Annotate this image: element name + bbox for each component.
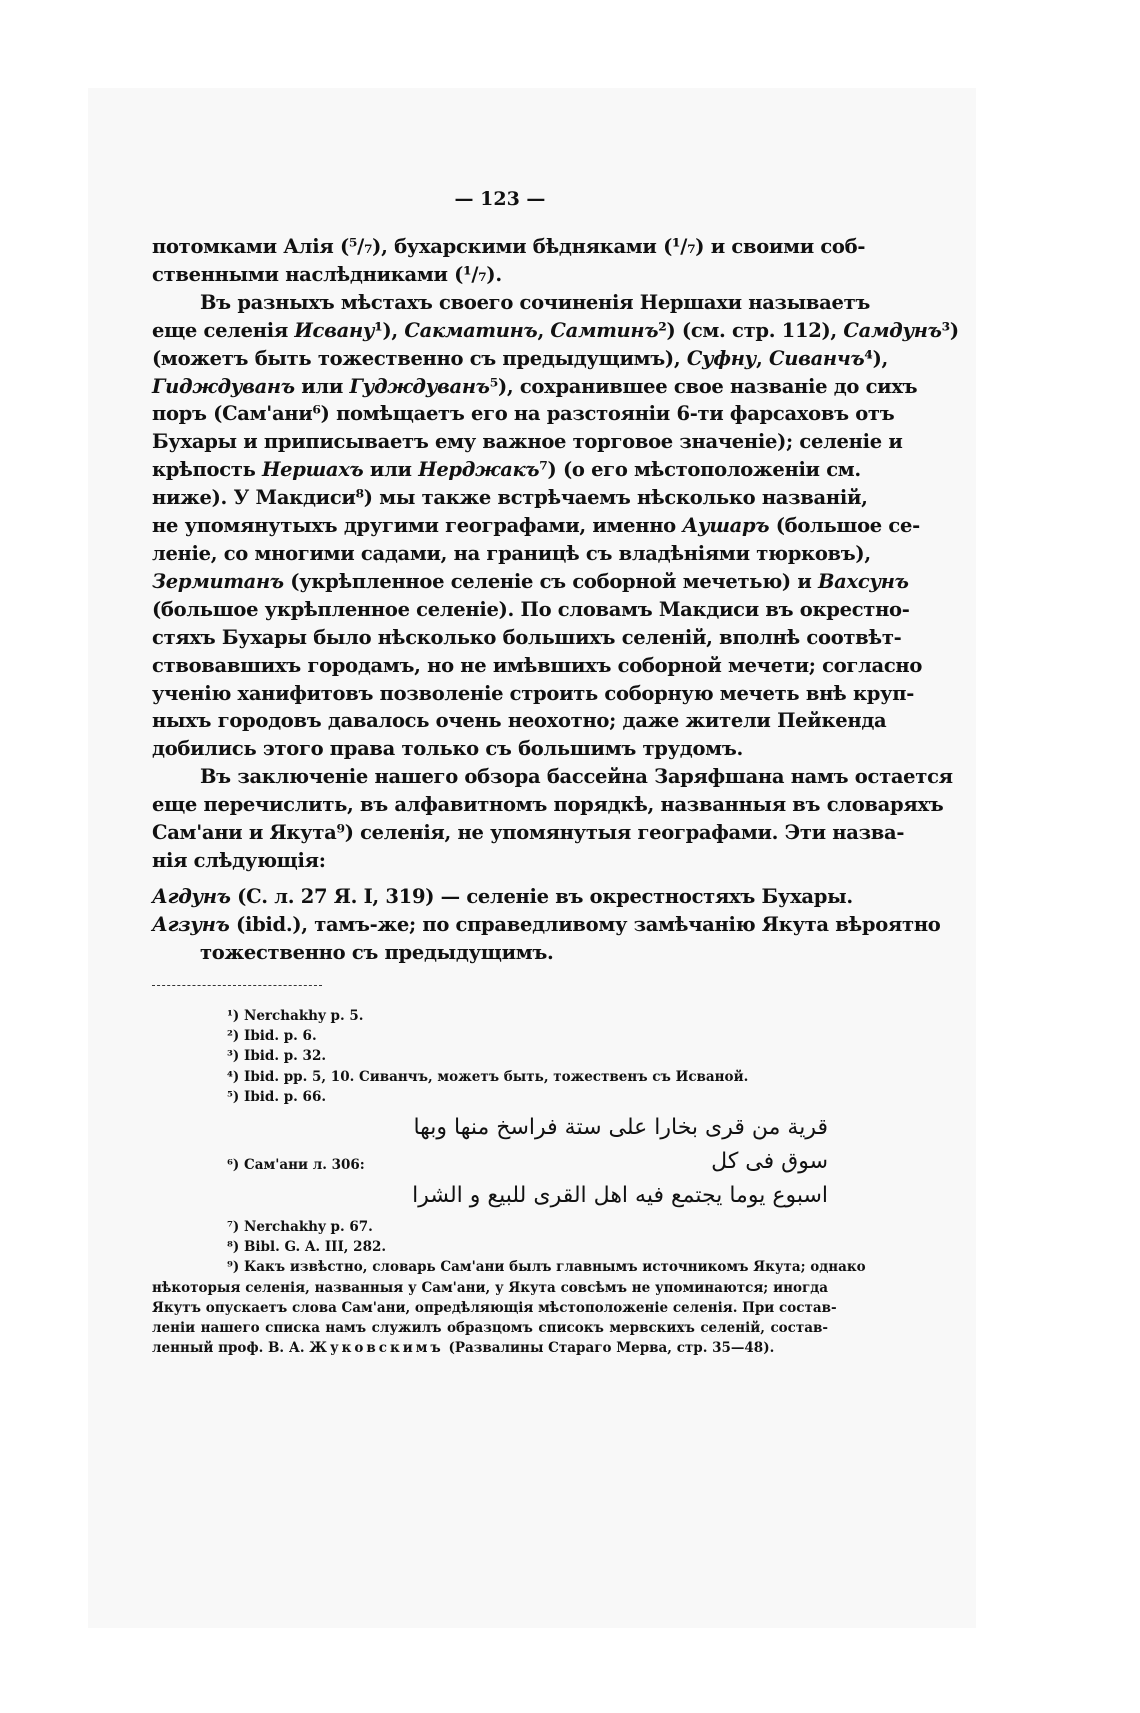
place-name: Самдунъ [843, 318, 942, 342]
footnote-6-arabic-line-1: قرية من قرى بخارا على ستة فراسخ منها وبها سوق فى كل [413, 1115, 828, 1175]
text-line [152, 233, 866, 261]
text-segment: еще селенія [152, 318, 295, 342]
footnote-9-author: Жуковскимъ [309, 1340, 444, 1357]
text-line [152, 819, 905, 847]
text-line [152, 512, 920, 540]
text-line [152, 791, 944, 819]
text-line [152, 373, 918, 401]
text-segment: крѣпость [152, 458, 262, 482]
text-segment: ⁵), сохранившее свое названіе до сихъ [489, 374, 918, 398]
footnote-3: ³) Ibid. p. 32. [227, 1048, 327, 1065]
text-segment: тожественно съ предыдущимъ. [200, 940, 554, 964]
text-segment: ныхъ городовъ давалось очень неохотно; даже жители Пейкенда [152, 709, 887, 733]
text-segment: ⁴), [864, 346, 888, 370]
text-line [152, 652, 923, 680]
text-segment: или [363, 458, 419, 482]
place-name: Исвану [294, 318, 375, 342]
text-segment: ниже). У Макдиси⁸) мы также встрѣчаемъ нѣсколько названій, [152, 486, 868, 510]
text-segment: Бухары и приписываетъ ему важное торговое значеніе); селеніе и [152, 430, 903, 454]
text-line [152, 911, 941, 939]
text-line [152, 400, 895, 428]
place-name: Агзунъ [152, 912, 230, 936]
text-segment: ученію ханифитовъ позволеніе строить соборную мечеть внѣ круп- [152, 681, 915, 705]
footnotes [152, 1006, 866, 1358]
text-line [152, 345, 888, 373]
text-segment: ствовавшихъ городамъ, но не имѣвшихъ соборной мечети; согласно [152, 653, 923, 677]
footnote-9-line-4: леніи нашего списка намъ служилъ образцомъ списокъ мервскихъ селеній, состав- [152, 1320, 828, 1337]
footnote-2: ²) Ibid. p. 6. [227, 1028, 317, 1045]
footnote-5: ⁵) Ibid. p. 66. [227, 1088, 327, 1105]
text-segment: (укрѣпленное селеніе съ соборной мечетью) и [283, 569, 818, 593]
text-line [152, 484, 868, 512]
footnote-9-text-end: (Развалины Стараго Мерва, стр. 35—48). [443, 1340, 775, 1357]
text-line [152, 596, 910, 624]
text-segment: поръ (Сам'ани⁶) помѣщаетъ его на разстояніи 6-ти фарсаховъ отъ [152, 402, 895, 426]
place-name: Нерджакъ [418, 458, 540, 482]
footnote-9-line-2: нѣкоторыя селенія, названныя у Сам'ани, у Якута совсѣмъ не упоминаются; иногда [152, 1279, 828, 1296]
text-segment: Въ заключеніе нашего обзора бассейна Заряфшана намъ остается [200, 765, 953, 789]
footnote-1: ¹) Nerchakhy p. 5. [227, 1008, 364, 1024]
text-line [152, 707, 887, 735]
footnote-8: ⁸) Bibl. G. A. III, 282. [227, 1239, 387, 1256]
place-name: Зермитанъ [152, 569, 284, 593]
text-segment: нія слѣдующія: [152, 848, 326, 872]
text-line [152, 939, 828, 967]
text-line [152, 624, 902, 652]
text-segment: Въ разныхъ мѣстахъ своего сочиненія Нершахи называетъ [200, 290, 871, 314]
text-segment: , [755, 346, 769, 370]
text-line [152, 456, 861, 484]
footnote-6 [152, 1111, 828, 1213]
place-name: Гидждуванъ [152, 374, 295, 398]
text-segment: ³) [941, 318, 959, 342]
text-segment: (С. л. 27 Я. I, 319) — селеніе въ окрестностяхъ Бухары. [230, 884, 853, 908]
text-segment: (можетъ быть тожественно съ предыдущимъ), [152, 346, 687, 370]
text-line [152, 680, 915, 708]
place-name: Аушаръ [682, 514, 770, 538]
text-line [152, 261, 828, 289]
footnote-6-arabic-line-2: اسبوع يوما يجتمع فيه اهل القرى للبيع و الشرا [412, 1183, 828, 1209]
place-name: Суфну [686, 346, 756, 370]
footnote-9-line-5 [152, 1338, 828, 1358]
text-segment: не упомянутыхъ другими географами, именно [152, 514, 683, 538]
text-segment: (ibid.), тамъ-же; по справедливому замѣчанію Якута вѣроятно [229, 912, 941, 936]
text-segment: потомками Алія (⁵/₇), бухарскими бѣдняками (¹/₇) и своими соб- [152, 235, 866, 258]
place-name: Самтинъ [550, 318, 659, 342]
text-segment: ственными наслѣдниками (¹/₇). [152, 262, 502, 286]
place-name: Гудждуванъ [349, 374, 490, 398]
footnote-divider [152, 985, 322, 986]
place-name: Сакматинъ [404, 318, 538, 342]
text-line [152, 317, 959, 345]
text-line [152, 428, 903, 456]
footnote-9-line-1: ⁹) Какъ извѣстно, словарь Сам'ани былъ главнымъ источникомъ Якута; однако [227, 1259, 866, 1276]
text-segment: ²) (см. стр. 112), [658, 318, 844, 342]
place-name: Агдунъ [152, 884, 231, 908]
text-segment: добились этого права только съ большимъ трудомъ. [152, 737, 743, 761]
text-segment: (большое се- [769, 514, 920, 538]
footnote-9-line-3: Якутъ опускаетъ слова Сам'ани, опредѣляющія мѣстоположеніе селенія. При состав- [152, 1299, 837, 1316]
text-segment: леніе, со многими садами, на границѣ съ владѣніями тюрковъ), [152, 541, 871, 565]
place-name: Нершахъ [262, 458, 364, 482]
page-number: — 123 — [454, 188, 546, 210]
text-line [152, 763, 953, 791]
text-line [152, 568, 909, 596]
place-name: Вахсунъ [818, 569, 909, 593]
text-segment: еще перечислить, въ алфавитномъ порядкѣ, названныя въ словаряхъ [152, 793, 944, 817]
text-segment: (большое укрѣпленное селеніе). По словамъ Макдиси въ окрестно- [152, 597, 910, 621]
footnote-6-first-row [152, 1111, 828, 1179]
text-segment: стяхъ Бухары было нѣсколько большихъ селеній, вполнѣ соотвѣт- [152, 625, 902, 649]
text-line [152, 883, 853, 911]
place-name: Сиванчъ [768, 346, 865, 370]
text-segment: Сам'ани и Якута⁹) селенія, не упомянутыя географами. Эти назва- [152, 821, 905, 845]
text-line [152, 735, 828, 763]
text-segment: , [537, 318, 551, 342]
footnote-7: ⁷) Nerchakhy p. 67. [227, 1219, 373, 1236]
text-segment: ¹), [374, 318, 405, 342]
text-line [152, 847, 828, 875]
text-segment: или [294, 374, 350, 398]
footnote-6-label: ⁶) Сам'ани л. 306: [227, 1156, 365, 1173]
footnote-9-text: ленный проф. В. А. [152, 1340, 310, 1357]
text-line [152, 289, 871, 317]
main-text [152, 233, 959, 967]
text-line [152, 540, 871, 568]
footnote-4: ⁴) Ibid. pp. 5, 10. Сиванчъ, можетъ быть, тожественъ съ Исваной. [227, 1068, 749, 1085]
text-segment: ⁷) (о его мѣстоположеніи см. [539, 458, 861, 482]
